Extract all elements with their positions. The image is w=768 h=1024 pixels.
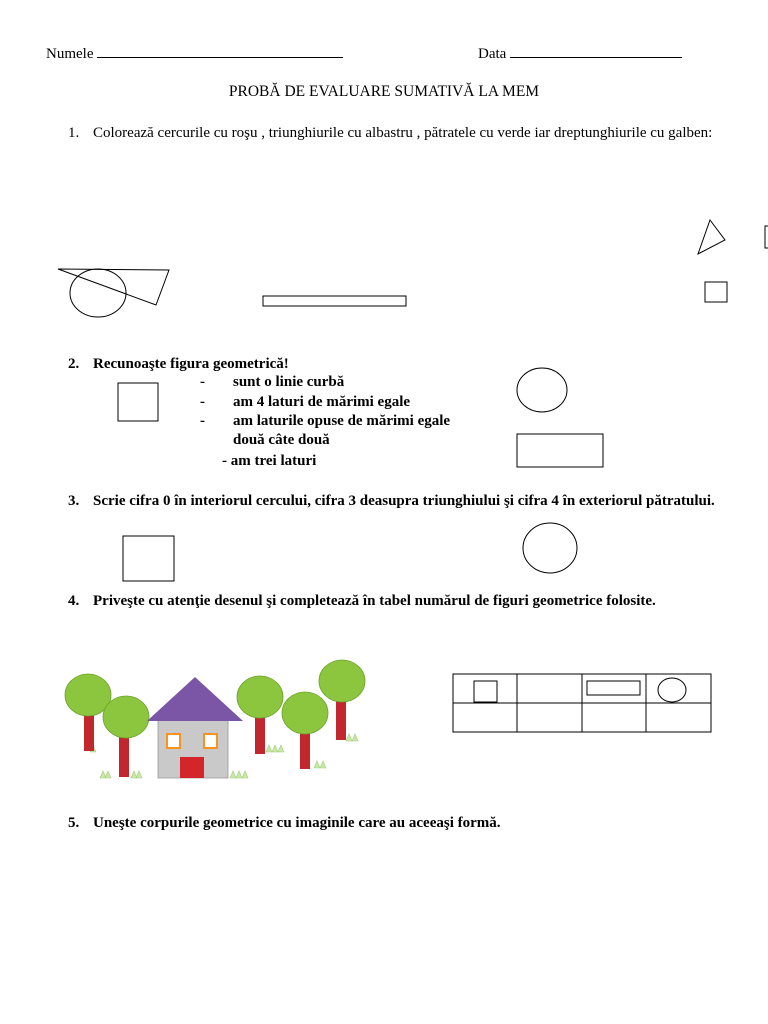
question-2-text: Recunoaşte figura geometrică! bbox=[93, 356, 289, 372]
question-3-text: Scrie cifra 0 în interiorul cercului, cifra 3 deasupra triunghiului şi cifra 4 în exteriorul pătratului. bbox=[93, 493, 715, 509]
date-label: Data bbox=[478, 46, 507, 62]
q2-option-1-dash: - bbox=[200, 374, 205, 390]
table-count-triangle[interactable] bbox=[518, 704, 581, 731]
question-5 bbox=[68, 813, 722, 833]
name-label: Numele bbox=[46, 46, 94, 62]
question-1-number: 1. bbox=[68, 125, 80, 141]
question-5-text: Uneşte corpurile geometrice cu imaginile care au aceeaşi formă. bbox=[93, 815, 501, 831]
q2-option-3-dash: - bbox=[200, 413, 205, 429]
question-2-number: 2. bbox=[68, 356, 80, 372]
table-rectangle-icon bbox=[587, 681, 640, 695]
table-count-square[interactable] bbox=[454, 704, 516, 731]
question-4-text: Priveşte cu atenţie desenul şi completează în tabel numărul de figuri geometrice folosite. bbox=[93, 593, 656, 609]
table-count-rectangle[interactable] bbox=[583, 704, 645, 731]
q2-option-3: am laturile opuse de mărimi egale bbox=[233, 413, 451, 429]
question-5-number: 5. bbox=[68, 815, 80, 831]
q2-option-2: am 4 laturi de mărimi egale bbox=[233, 394, 411, 410]
question-3-number: 3. bbox=[68, 493, 80, 509]
table-circle-icon bbox=[658, 678, 686, 702]
q2-option-2-dash: - bbox=[200, 394, 205, 410]
table-square-icon bbox=[474, 681, 497, 702]
page-title: PROBĂ DE EVALUARE SUMATIVĂ LA MEM bbox=[228, 83, 540, 100]
question-1-text: Colorează cercurile cu roşu , triunghiurile cu albastru , pătratele cu verde iar dreptunghiurile cu galben: bbox=[93, 125, 713, 141]
q2-option-5: - am trei laturi bbox=[222, 453, 317, 469]
question-4-number: 4. bbox=[68, 593, 80, 609]
q2-option-4: două câte două bbox=[233, 432, 330, 448]
q2-option-1: sunt o linie curbă bbox=[233, 374, 345, 390]
table-count-circle[interactable] bbox=[647, 704, 710, 731]
